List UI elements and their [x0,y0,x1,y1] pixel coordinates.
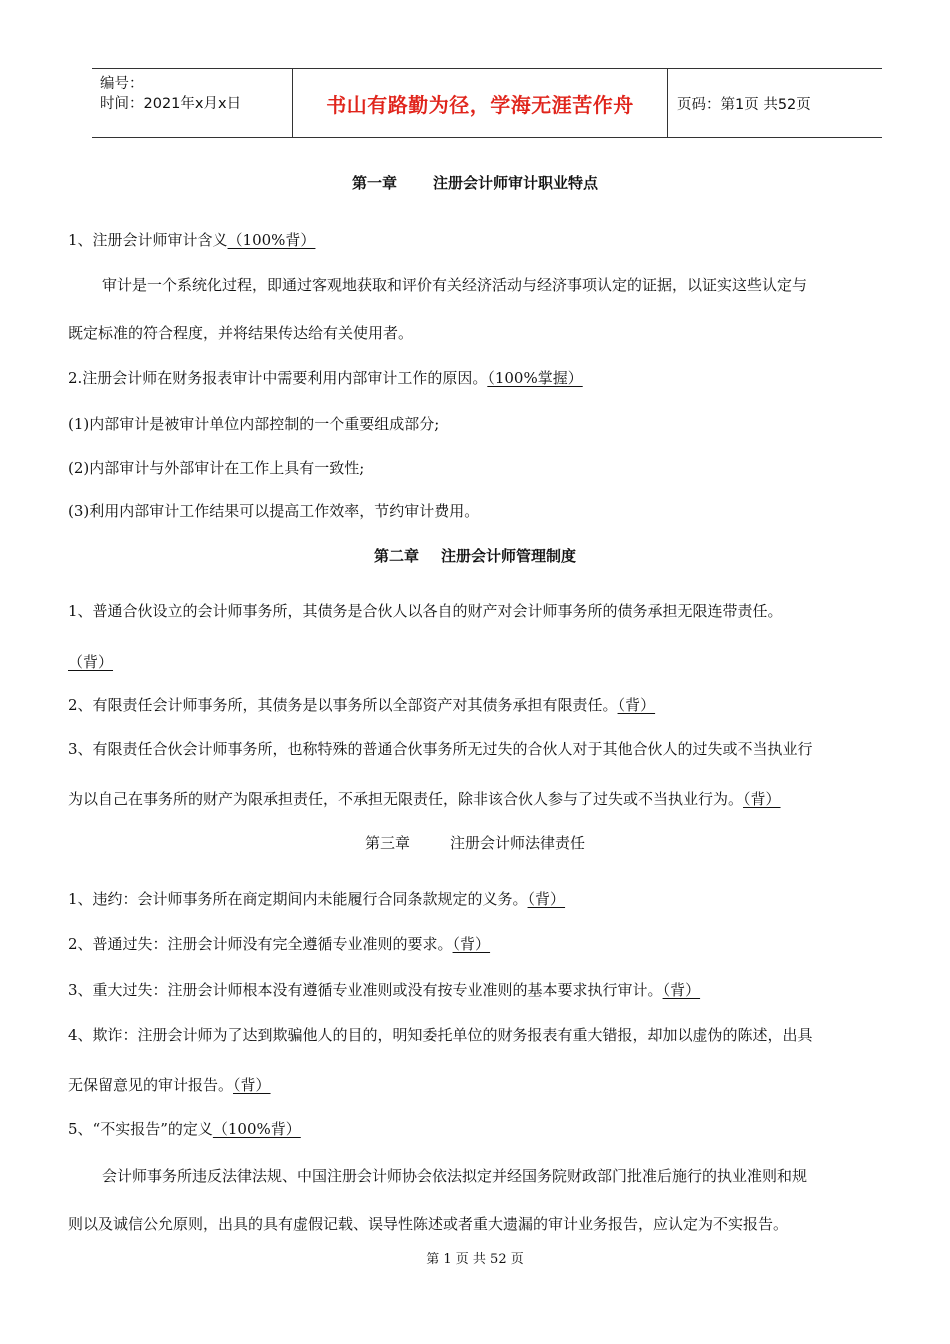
item-text: 3、重大过失：注册会计师根本没有遵循专业准则或没有按专业准则的基本要求执行审计。 [68,981,663,999]
header-left-cell [92,69,292,137]
item-text: 2、普通过失：注册会计师没有完全遵循专业准则的要求。 [68,935,453,953]
item-text: 2、有限责任会计师事务所，其债务是以事务所以全部资产对其债务承担有限责任。 [68,696,618,714]
paragraph-line [68,979,700,1000]
paragraph-line: 审计是一个系统化过程，即通过客观地获取和评价有关经济活动与经济事项认定的证据，以证实这些认定与 [102,276,808,294]
paragraph-line [68,788,781,809]
header-page-cell [667,69,892,137]
item-text: 1、违约：会计师事务所在商定期间内未能履行合同条款规定的义务。 [68,890,528,908]
paragraph-line [68,367,583,388]
item-tag: （100%背） [227,231,316,249]
item-text: 1、注册会计师审计含义 [68,231,228,249]
paragraph-line [68,888,565,909]
paragraph-line [68,694,655,715]
page-header [92,68,882,138]
paragraph-line: 既定标准的符合程度，并将结果传达给有关使用者。 [68,324,414,342]
paragraph-line: 会计师事务所违反法律法规、中国注册会计师协会依法拟定并经国务院财政部门批准后施行的执业准则和规 [102,1167,808,1185]
chapter-1-heading [0,172,950,193]
paragraph-line: 1、普通合伙设立的会计师事务所，其债务是合伙人以各自的财产对会计师事务所的债务承担无限连带责任。 [68,602,783,620]
paragraph-line: 4、欺诈：注册会计师为了达到欺骗他人的目的，明知委托单位的财务报表有重大错报，却加以虚伪的陈述，出具 [68,1026,813,1044]
paragraph-line [68,933,490,954]
paragraph-line: (3)利用内部审计工作结果可以提高工作效率，节约审计费用。 [68,502,480,520]
chapter-1-number: 第一章 [351,174,397,192]
header-motto: 书山有路勤为径，学海无涯苦作舟 [326,92,634,117]
header-number-label: 编号： [100,76,144,92]
item-tag: （背） [743,790,781,808]
chapter-1-name: 注册会计师审计职业特点 [433,174,599,192]
chapter-3-number: 第三章 [364,834,410,852]
paragraph-line: 3、有限责任合伙会计师事务所，也称特殊的普通合伙事务所无过失的合伙人对于其他合伙人的过失或不当执业行 [68,740,813,758]
item-tag: （100%掌握） [487,369,583,387]
paragraph-line [68,1118,301,1139]
item-tag: （100%背） [212,1120,301,1138]
paragraph-line: 则以及诚信公允原则，出具的具有虚假记载、误导性陈述或者重大遗漏的审计业务报告，应认定为不实报告。 [68,1215,789,1233]
item-tag: （背） [527,890,566,908]
chapter-2-number: 第二章 [373,547,419,565]
paragraph-line [68,1074,271,1095]
header-motto-cell [292,69,668,137]
paragraph-line [68,651,113,672]
header-page-code: 页码：第1页 共52页 [677,96,811,113]
header-time-label: 时间：2021年x月x日 [100,96,242,112]
item-tag: （背） [662,981,701,999]
chapter-3-name: 注册会计师法律责任 [450,834,586,852]
chapter-3-heading [0,832,950,853]
chapter-2-name: 注册会计师管理制度 [441,547,577,565]
item-text: 5、“不实报告”的定义 [68,1120,213,1138]
paragraph-line: (1)内部审计是被审计单位内部控制的一个重要组成部分; [68,415,440,433]
item-tag: （背） [233,1076,271,1094]
paragraph-line: (2)内部审计与外部审计在工作上具有一致性; [68,459,365,477]
item-text: 为以自己在事务所的财产为限承担责任，不承担无限责任，除非该合伙人参与了过失或不当执业行为。 [68,790,744,808]
item-tag: （背） [68,653,114,671]
page-footer: 第 1 页 共 52 页 [426,1252,524,1267]
item-tag: （背） [452,935,491,953]
paragraph-line [68,229,315,250]
item-tag: （背） [617,696,656,714]
item-text: 2.注册会计师在财务报表审计中需要利用内部审计工作的原因。 [68,369,488,387]
item-text: 无保留意见的审计报告。 [68,1076,234,1094]
chapter-2-heading [0,545,950,566]
